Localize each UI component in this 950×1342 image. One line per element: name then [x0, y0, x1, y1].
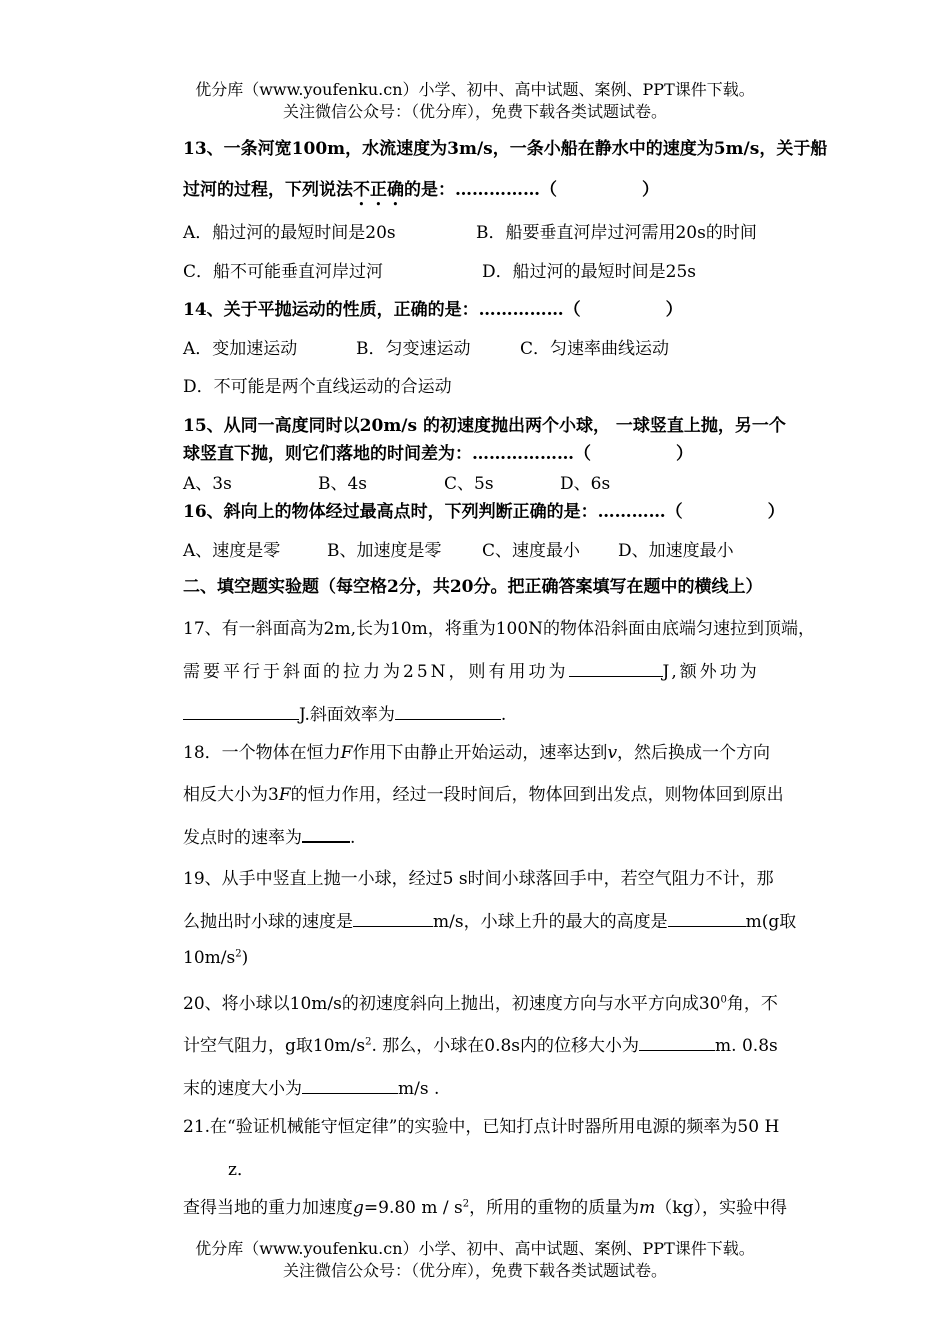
q14-option-b: B．匀变速运动	[356, 339, 471, 359]
q17-blank-useful-work[interactable]	[569, 660, 663, 677]
q13-option-d: D．船过河的最短时间是25s	[482, 262, 696, 282]
q18-line2	[183, 780, 784, 805]
q21-line3	[183, 1193, 787, 1218]
q16-option-c: C、速度最小	[482, 541, 581, 561]
q21-text-4: （kg），实验中得	[655, 1198, 787, 1218]
q19-sup: 2	[235, 948, 242, 960]
q14-option-c: C．匀速率曲线运动	[520, 339, 670, 359]
q17-blank-extra-work[interactable]	[183, 703, 299, 720]
q18-text-4: 相反大小为3	[183, 785, 279, 805]
q20-text-2: 角，不	[726, 994, 778, 1014]
q19-text-3: m(g取	[745, 912, 797, 932]
q20-text-4: . 那么，小球在0.8s内的位移大小为	[371, 1036, 640, 1056]
q13-stem-line1: 13、一条河宽100m，水流速度为3m/s，一条小船在静水中的速度为5m/s，关于船	[183, 139, 828, 159]
q18-text-2: 作用下由静止开始运动，速率达到	[352, 743, 608, 763]
q20-text-3: 计空气阻力，g取10m/s	[183, 1036, 366, 1056]
q15-option-c: C、5s	[444, 474, 494, 494]
q14-stem: 14、关于平抛运动的性质，正确的是：……………（ ）	[183, 300, 683, 320]
q18-text-1: 18．一个物体在恒力	[183, 743, 341, 763]
q17-text-efficiency: J.斜面效率为	[299, 705, 395, 725]
q21-line1: 21.在“验证机械能守恒定律”的实验中，已知打点计时器所用电源的频率为50 H	[183, 1117, 780, 1137]
q21-var-g: g	[353, 1198, 364, 1218]
q14-option-a: A．变加速运动	[183, 339, 298, 359]
q18-line3	[183, 823, 355, 848]
q18-text-6: 发点时的速率为	[183, 828, 302, 848]
q18-blank-speed[interactable]	[302, 825, 350, 843]
q17-line1: 17、有一斜面高为2m,长为10m，将重为100N的物体沿斜面由底端匀速拉到顶端，	[183, 619, 816, 639]
q17-line2	[183, 657, 760, 682]
q20-line2	[183, 1031, 778, 1056]
q20-text-1: 20、将小球以10m/s的初速度斜向上抛出，初速度方向与水平方向成30	[183, 994, 721, 1014]
q13-option-c: C．船不可能垂直河岸过河	[183, 262, 384, 282]
q16-option-a: A、速度是零	[183, 541, 281, 561]
q20-sup: 2	[365, 1036, 372, 1048]
q16-stem: 16、斜向上的物体经过最高点时，下列判断正确的是：…………（ ）	[183, 502, 785, 522]
q13-option-a: A．船过河的最短时间是20s	[183, 223, 396, 243]
q17-line3	[183, 700, 506, 725]
q21-line2: z．	[228, 1160, 254, 1180]
q20-line1	[183, 989, 778, 1014]
q19-blank-height[interactable]	[668, 910, 746, 927]
q16-option-d: D、加速度最小	[618, 541, 734, 561]
q13-stem-part1: 过河的过程，下列说法	[183, 180, 353, 200]
q16-option-b: B、加速度是零	[327, 541, 442, 561]
q18-period: .	[350, 828, 356, 848]
q14-option-d: D．不可能是两个直线运动的合运动	[183, 377, 452, 397]
q13-emphasis-not-correct: 不正确	[353, 180, 404, 200]
q21-text-1: 查得当地的重力加速度	[183, 1198, 353, 1218]
q20-blank-displacement[interactable]	[639, 1034, 715, 1051]
q17-text-extra-work: J,额外功为	[662, 662, 760, 682]
q20-blank-speed[interactable]	[302, 1077, 398, 1094]
q15-stem-line2: 球竖直下抛，则它们落地的时间差为：………………（ ）	[183, 444, 693, 464]
q20-text-7: m/s .	[398, 1079, 440, 1099]
section-2-heading: 二、填空题实验题（每空格2分，共20分。把正确答案填写在题中的横线上）	[183, 577, 763, 597]
q20-text-6: 末的速度大小为	[183, 1079, 302, 1099]
q18-var-F: F	[340, 743, 353, 763]
q17-period: .	[500, 705, 507, 725]
page-header-line1: 优分库（www.youfenku.cn）小学、初中、高中试题、案例、PPT课件下载。	[195, 80, 755, 99]
q13-stem-line2	[183, 175, 659, 210]
q18-text-3: ，然后换成一个方向	[617, 743, 771, 763]
q17-blank-efficiency[interactable]	[395, 703, 501, 720]
q20-sup-degree: 0	[720, 994, 727, 1006]
q19-line1: 19、从手中竖直上抛一小球，经过5 s时间小球落回手中，若空气阻力不计，那	[183, 869, 774, 889]
q19-text-5: )	[241, 948, 249, 968]
page-header-line2: 关注微信公众号：（优分库），免费下载各类试题试卷。	[282, 102, 667, 121]
q15-option-a: A、3s	[183, 474, 232, 494]
q15-stem-line1: 15、从同一高度同时以20m/s 的初速度抛出两个小球， 一球竖直上抛，另一个	[183, 416, 786, 436]
q21-text-2: =9.80 m / s	[363, 1198, 463, 1218]
q19-blank-speed[interactable]	[353, 910, 433, 927]
q18-var-v: v	[607, 743, 618, 763]
q18-line1	[183, 738, 770, 763]
q13-stem-part2: 的是：……………（ ）	[404, 180, 659, 200]
q15-option-d: D、6s	[560, 474, 611, 494]
q20-line3	[183, 1074, 439, 1099]
q15-option-b: B、4s	[318, 474, 368, 494]
q19-line2	[183, 907, 796, 932]
q19-line3	[183, 948, 248, 968]
q19-text-4: 10m/s	[183, 948, 236, 968]
q21-text-3: ，所用的重物的质量为	[469, 1198, 640, 1218]
q19-text-1: 么抛出时小球的速度是	[183, 912, 353, 932]
q13-option-b: B．船要垂直河岸过河需用20s的时间	[476, 223, 757, 243]
q17-text-useful-work: 需要平行于斜面的拉力为25N，则有用功为	[183, 662, 569, 682]
q18-text-5: 的恒力作用，经过一段时间后，物体回到出发点，则物体回到原出	[290, 785, 784, 805]
q18-var-F-2: F	[278, 785, 291, 805]
q20-text-5: m. 0.8s	[715, 1036, 778, 1056]
page-footer-line1: 优分库（www.youfenku.cn）小学、初中、高中试题、案例、PPT课件下载。	[195, 1239, 755, 1258]
page-footer-line2: 关注微信公众号：（优分库），免费下载各类试题试卷。	[282, 1261, 667, 1280]
q21-var-m: m	[639, 1198, 656, 1218]
q19-text-2: m/s，小球上升的最大的高度是	[433, 912, 668, 932]
q21-sup: 2	[462, 1198, 470, 1210]
